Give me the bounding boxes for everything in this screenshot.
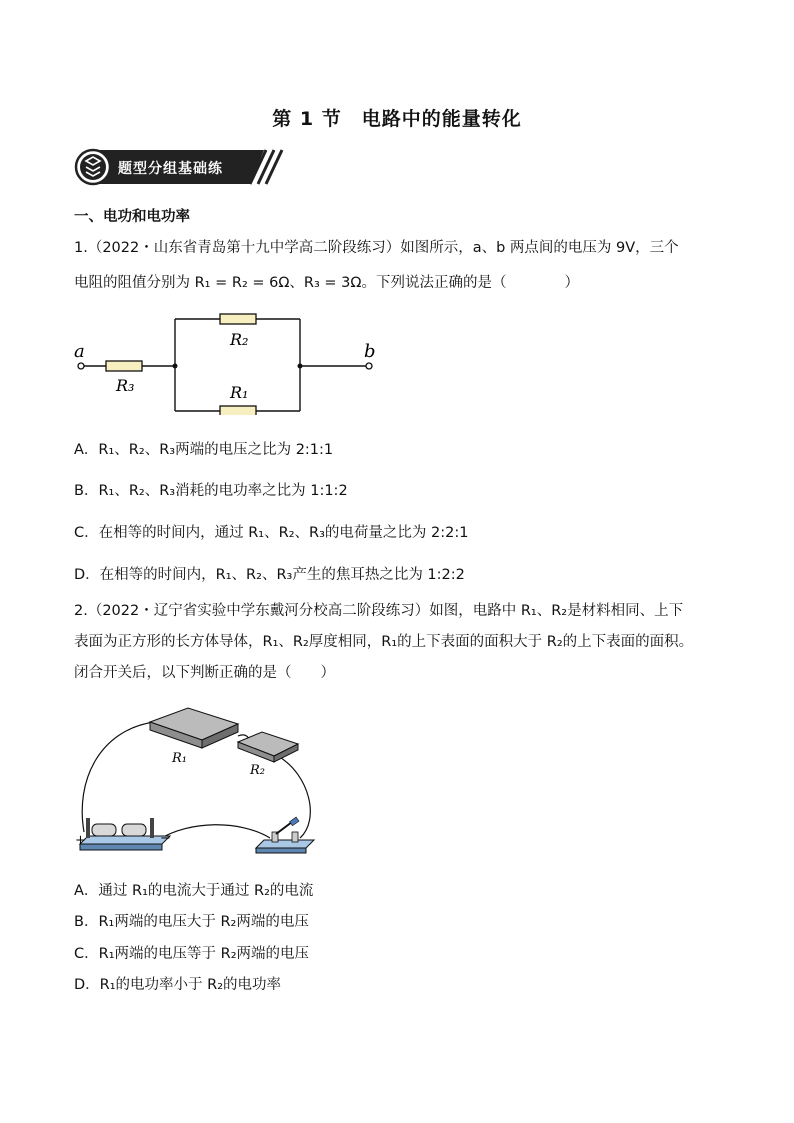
label-r2: R₂: [250, 763, 265, 778]
section-heading: 一、电功和电功率: [74, 209, 190, 225]
q2-stem-line-3: 闭合开关后，以下判断正确的是（ ）: [74, 665, 335, 681]
terminal-a: [78, 363, 84, 369]
banner-label: 题型分组基础练: [118, 161, 223, 177]
q1-stem-line-2: 电阻的阻值分别为 R₁ = R₂ = 6Ω、R₃ = 3Ω。下列说法正确的是（ ）: [74, 275, 579, 291]
label-a: a: [74, 341, 85, 362]
conductor-r1: [150, 708, 238, 748]
q1-stem-line-1: 1.（2022・山东省青岛第十九中学高二阶段练习）如图所示，a、b 两点间的电压为 9V，三个: [74, 240, 679, 256]
resistor-r1: [220, 406, 256, 415]
q2-option-b: B．R₁两端的电压大于 R₂两端的电压: [74, 914, 309, 930]
q2-option-a: A．通过 R₁的电流大于通过 R₂的电流: [74, 883, 314, 899]
page-title: 第 1 节 电路中的能量转化: [272, 108, 522, 130]
minus-sign: −: [160, 831, 171, 846]
q1-option-b: B．R₁、R₂、R₃消耗的电功率之比为 1:1:2: [74, 483, 348, 499]
plus-sign: +: [75, 833, 86, 848]
label-r1: R₁: [230, 383, 249, 402]
q2-circuit-picture: [70, 700, 330, 860]
q2-option-d: D．R₁的电功率小于 R₂的电功率: [74, 977, 282, 993]
q1-option-a: A．R₁、R₂、R₃两端的电压之比为 2:1:1: [74, 442, 334, 458]
q1-option-d: D．在相等的时间内，R₁、R₂、R₃产生的焦耳热之比为 1:2:2: [74, 567, 465, 583]
label-b: b: [364, 341, 376, 362]
q2-stem-line-1: 2.（2022・辽宁省实验中学东戴河分校高二阶段练习）如图，电路中 R₁、R₂是材料相同、上下: [74, 603, 684, 619]
label-r3: R₃: [116, 376, 135, 395]
q2-option-c: C．R₁两端的电压等于 R₂两端的电压: [74, 946, 310, 962]
q2-stem-line-2: 表面为正方形的长方体导体，R₁、R₂厚度相同，R₁的上下表面的面积大于 R₂的上下表面的面积。: [74, 634, 694, 650]
junction-left: [173, 364, 178, 369]
terminal-b: [366, 363, 372, 369]
q1-circuit-diagram: [70, 305, 380, 415]
junction-right: [298, 364, 303, 369]
label-r2: R₂: [230, 330, 249, 349]
label-r1: R₁: [172, 751, 187, 766]
resistor-r3: [106, 361, 142, 371]
resistor-r2: [220, 314, 256, 324]
section-banner: [74, 148, 284, 190]
battery: [80, 818, 170, 850]
q1-option-c: C．在相等的时间内，通过 R₁、R₂、R₃的电荷量之比为 2:2:1: [74, 525, 469, 541]
